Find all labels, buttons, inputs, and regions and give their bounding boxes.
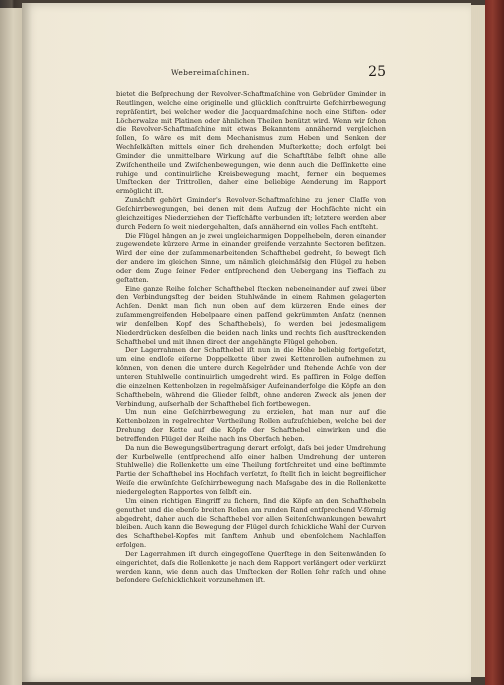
body-text: [116, 90, 386, 585]
paragraph: bietet die Beſprechung der Revolver-Schaftmaſchine von Gebrüder Gminder in Reutlingen, welche eine originelle und glücklich conſtruirte Gefchirrbewegung repräſentirt, bei welcher weder die Jacquardmaſchine noch eine Stiften- oder Löcherwalze mit Platinen oder ähnlichen Theilen benützt wird. Wenn wir ſchon die Revolver-Schaftmaſchine mit etwas Bekanntem annähernd vergleichen ſollen, ſo wäre es mit dem Mechanismus zum Heben und Senken der Wechſelkäſten mittels einer ſich drehenden Muſterkette; doch erfolgt bei Gminder die unmittelbare Wirkung auf die Schaftſtäbe ſelbſt ohne alle Zwiſchentheile und Zwiſchenbewegungen, wie denn auch die Deſſinkette eine ruhige und continuirliche Kreisbewegung macht, ferner ein bequemes Umſtecken der Trittrollen, daher eine beliebige Aenderung im Rapport ermöglicht iſt.: [116, 90, 386, 196]
left-page-edge: [0, 8, 22, 685]
paragraph: Die Flügel hängen an je zwei ungleicharmigen Doppelhebeln, deren einander zugewendete kürzere Arme in einander greifende verzahnte Sectoren beſitzen. Wird der eine der zuſammenarbeitenden Schafthebel gedreht, ſo bewegt ſich der andere im gleichen Sinne, um nämlich gleichmäſsig den Flügel zu heben oder dem Zuge ſeiner Feder entſprechend den Uebergang ins Tieffach zu geſtatten.: [116, 231, 386, 284]
running-title: Webereimaſchinen.: [171, 68, 250, 77]
paragraph: Da nun die Bewegungsübertragung derart erfolgt, daſs bei jeder Umdrehung der Kurbelwelle (entſprechend alſo einer halben Umdrehung der unteren Stuhlwelle) die Rollenkette um eine Theilung fortſchreitet und eine beſtimmte Partie der Schafthebel ins Hochfach verſetzt, ſo ſtellt ſich in leicht begreiflicher Weiſe die erwünſchte Geſchirrbewegung nach Maſsgabe des in die Rollenkette niedergelegten Rapportes von ſelbſt ein.: [116, 443, 386, 496]
paragraph: Um einen richtigen Eingriff zu ſichern, ſind die Köpfe an den Schafthebeln genuthet und die ebenſo breiten Rollen am runden Rand entſprechend V-förmig abgedreht, daher auch die Schafthebel vor allen Seitenſchwankungen bewahrt bleiben. Auch kann die Bewegung der Flügel durch ſchickliche Wahl der Curven des Schafthebel-Kopfes mit ſanftem Anhub und ebenſolchem Nachlaſſen erfolgen.: [116, 496, 386, 550]
page-edges: [471, 5, 485, 677]
paragraph: Zunächſt gehört Gminder's Revolver-Schaftmaſchine zu jener Claſſe von Geſchirrbewegungen, bei denen mit dem Aufzug der Hochfächte nicht ein gleichzeitiges Niederziehen der Tiefſchäfte verbunden iſt; letztere werden aber durch Federn ſo weit niedergehalten, daſs annähernd ein volles Fach entſteht.: [116, 196, 386, 231]
paragraph: Eine ganze Reihe ſolcher Schafthebel ſtecken nebeneinander auf zwei über den Verbindungsſteg der beiden Stuhlwände in einem Rahmen gelagerten Achſen. Denkt man ſich nun oben auf dem kürzeren Ende eines der zuſammengreifenden Hebelpaare einen paſſend gekrümmten Anſatz (nennen wir denſelben Kopf des Schafthebels), ſo werden bei jedesmaligem Niederdrücken desſelben die beiden nach links und rechts ſich ausſtreckenden Schafthebel und mit ihnen direct der angehängte Flügel gehoben.: [116, 284, 386, 346]
paragraph: Der Lagerrahmen iſt durch eingegoſſene Querſtege in den Seitenwänden ſo eingerichtet, daſs die Rollenkette je nach dem Rapport verlängert oder verkürzt werden kann, wie denn auch das Umſtecken der Rollen ſehr raſch und ohne beſondere Geſchicklichkeit vorzunehmen iſt.: [116, 549, 386, 585]
page-header: [116, 64, 386, 84]
cover-edge: [485, 0, 504, 685]
paragraph: Um nun eine Geſchirrbewegung zu erzielen, hat man nur auf die Kettenbolzen in regelrechter Vertheilung Rollen aufzuſchieben, welche bei der Drehung der Kette auf die Köpfe der Schafthebel einwirken und die betreffenden Flügel der Reihe nach ins Oberfach heben.: [116, 408, 386, 443]
paragraph: Der Lagerrahmen der Schafthebel iſt nun in die Höhe beliebig fortgeſetzt, um eine endloſe eiſerne Doppelkette über zwei Kettenrollen aufnehmen zu können, von denen die untere durch Kegelräder und ſtehende Achſe von der unteren Stuhlwelle continuirlich umgedreht wird. Es paſſiren in Folge deſſen die einzelnen Kettenbolzen in regelmäſsiger Aufeinanderfolge die Köpfe an den Schafthebeln, während die Glieder ſelbſt, ohne anderen Zweck als jenen der Verbindung, auſserhalb der Schafthebel ſich fortbewegen.: [116, 346, 386, 408]
page-number: 25: [368, 64, 386, 80]
